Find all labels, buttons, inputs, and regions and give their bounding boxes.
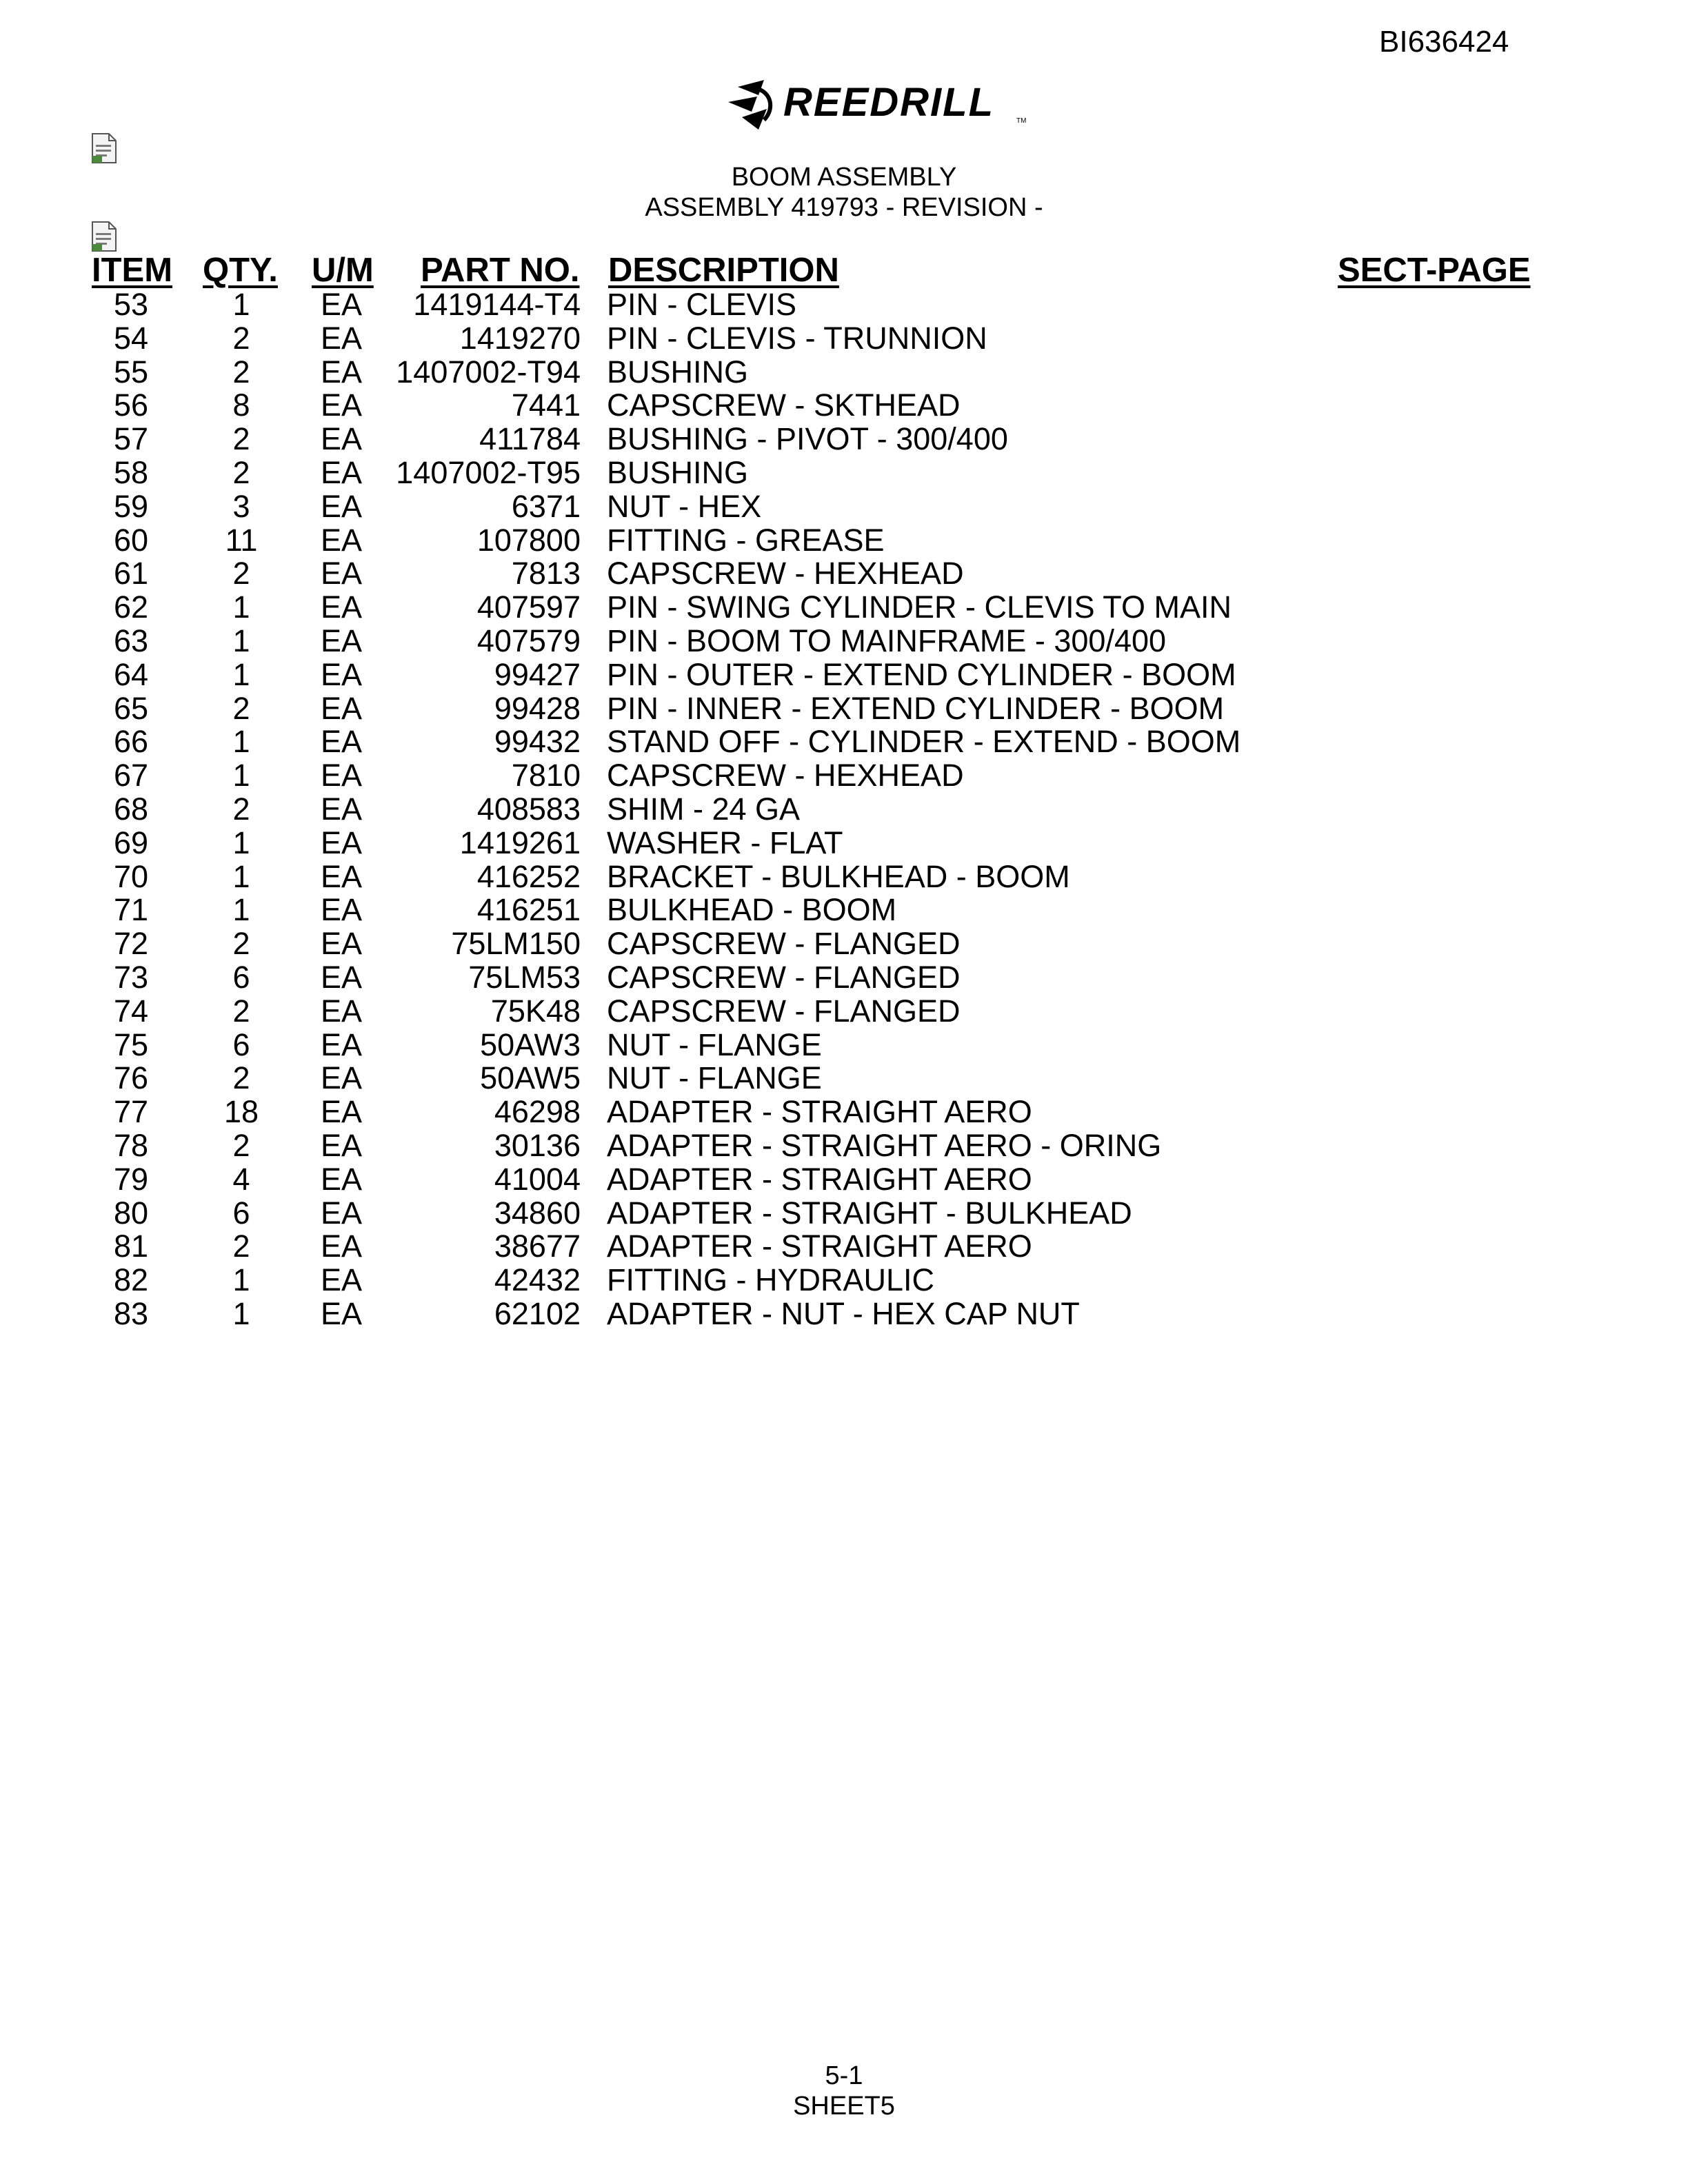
part-number-cell: 7810 [511, 758, 581, 793]
description-cell: NUT - HEX [607, 488, 762, 524]
part-number-cell: 416251 [476, 892, 581, 928]
item-cell: 65 [113, 690, 149, 726]
qty-cell: 1 [232, 858, 250, 894]
part-number-cell: 42432 [494, 1262, 581, 1298]
part-number-cell: 411784 [479, 421, 581, 457]
table-row [0, 793, 1688, 827]
um-cell: EA [320, 387, 363, 423]
item-cell: 81 [113, 1228, 149, 1264]
table-row [0, 1264, 1688, 1297]
table-row [0, 692, 1688, 726]
description-cell: CAPSCREW - FLANGED [607, 926, 961, 962]
item-cell: 67 [113, 758, 149, 793]
table-row [0, 1230, 1688, 1264]
part-number-cell: 1419144-T4 [413, 287, 581, 322]
table-row [0, 893, 1688, 927]
item-cell: 78 [113, 1127, 149, 1163]
table-row [0, 490, 1688, 524]
description-cell: FITTING - HYDRAULIC [607, 1262, 935, 1298]
part-number-cell: 99427 [494, 656, 581, 692]
qty-cell: 2 [232, 320, 250, 356]
um-cell: EA [320, 993, 363, 1029]
table-row [0, 591, 1688, 625]
table-row [0, 524, 1688, 558]
um-cell: EA [320, 1262, 363, 1298]
item-cell: 80 [113, 1195, 149, 1231]
qty-cell: 1 [232, 758, 250, 793]
um-cell: EA [320, 858, 363, 894]
qty-cell: 8 [232, 387, 250, 423]
column-header-sect-page: SECT-PAGE [1338, 252, 1531, 289]
qty-cell: 1 [232, 1295, 250, 1331]
table-row [0, 322, 1688, 356]
assembly-title: BOOM ASSEMBLY [731, 163, 957, 192]
qty-cell: 1 [232, 287, 250, 322]
qty-cell: 2 [232, 454, 250, 490]
table-row [0, 625, 1688, 658]
item-cell: 71 [113, 892, 149, 928]
table-row [0, 423, 1688, 456]
part-number-cell: 34860 [494, 1195, 581, 1231]
item-cell: 57 [113, 421, 149, 457]
table-row [0, 860, 1688, 894]
part-number-cell: 408583 [476, 791, 581, 827]
item-cell: 54 [113, 320, 149, 356]
qty-cell: 1 [232, 724, 250, 760]
um-cell: EA [320, 724, 363, 760]
table-row [0, 456, 1688, 490]
reedrill-logo [724, 74, 1027, 136]
svg-text:TM: TM [1016, 117, 1027, 125]
part-number-cell: 62102 [494, 1295, 581, 1331]
item-cell: 64 [113, 656, 149, 692]
description-cell: CAPSCREW - FLANGED [607, 993, 961, 1029]
document-icon [91, 221, 117, 252]
item-cell: 62 [113, 589, 149, 625]
um-cell: EA [320, 287, 363, 322]
um-cell: EA [320, 1094, 363, 1130]
um-cell: EA [320, 556, 363, 592]
item-cell: 59 [113, 488, 149, 524]
qty-cell: 2 [232, 791, 250, 827]
description-cell: BULKHEAD - BOOM [607, 892, 897, 928]
description-cell: ADAPTER - STRAIGHT AERO [607, 1228, 1032, 1264]
description-cell: PIN - CLEVIS - TRUNNION [607, 320, 987, 356]
item-cell: 53 [113, 287, 149, 322]
qty-cell: 11 [225, 522, 258, 558]
part-number-cell: 75LM150 [451, 926, 581, 962]
um-cell: EA [320, 320, 363, 356]
um-cell: EA [320, 1195, 363, 1231]
part-number-cell: 75LM53 [468, 959, 581, 995]
um-cell: EA [320, 1295, 363, 1331]
item-cell: 63 [113, 623, 149, 658]
description-cell: CAPSCREW - FLANGED [607, 959, 961, 995]
um-cell: EA [320, 758, 363, 793]
description-cell: FITTING - GREASE [607, 522, 885, 558]
description-cell: ADAPTER - NUT - HEX CAP NUT [607, 1295, 1080, 1331]
item-cell: 60 [113, 522, 149, 558]
logo-mark [728, 80, 770, 130]
part-number-cell: 1407002-T94 [396, 354, 581, 390]
um-cell: EA [320, 1060, 363, 1096]
item-cell: 82 [113, 1262, 149, 1298]
description-cell: ADAPTER - STRAIGHT AERO - ORING [607, 1127, 1162, 1163]
table-row [0, 1062, 1688, 1095]
description-cell: PIN - OUTER - EXTEND CYLINDER - BOOM [607, 656, 1236, 692]
item-cell: 83 [113, 1295, 149, 1331]
description-cell: ADAPTER - STRAIGHT - BULKHEAD [607, 1195, 1132, 1231]
part-number-cell: 50AW3 [480, 1027, 581, 1062]
table-row [0, 1163, 1688, 1197]
table-row [0, 1095, 1688, 1129]
assembly-subtitle: ASSEMBLY 419793 - REVISION - [645, 193, 1043, 222]
table-row [0, 1297, 1688, 1331]
description-cell: ADAPTER - STRAIGHT AERO [607, 1094, 1032, 1130]
table-row [0, 827, 1688, 860]
item-cell: 79 [113, 1161, 149, 1197]
um-cell: EA [320, 522, 363, 558]
item-cell: 77 [113, 1094, 149, 1130]
item-cell: 61 [113, 556, 149, 592]
qty-cell: 6 [232, 1195, 250, 1231]
qty-cell: 1 [232, 1262, 250, 1298]
part-number-cell: 38677 [494, 1228, 581, 1264]
um-cell: EA [320, 488, 363, 524]
qty-cell: 1 [232, 656, 250, 692]
item-cell: 55 [113, 354, 149, 390]
qty-cell: 6 [232, 959, 250, 995]
parts-table [0, 288, 1688, 1331]
um-cell: EA [320, 1127, 363, 1163]
column-header-qty: QTY. [203, 252, 278, 289]
qty-cell: 2 [232, 556, 250, 592]
qty-cell: 2 [232, 354, 250, 390]
part-number-cell: 1407002-T95 [396, 454, 581, 490]
um-cell: EA [320, 1228, 363, 1264]
table-row [0, 356, 1688, 390]
um-cell: EA [320, 454, 363, 490]
um-cell: EA [320, 623, 363, 658]
description-cell: STAND OFF - CYLINDER - EXTEND - BOOM [607, 724, 1241, 760]
column-header-item: ITEM [92, 252, 173, 289]
table-row [0, 927, 1688, 961]
part-number-cell: 46298 [494, 1094, 581, 1130]
description-cell: BUSHING - PIVOT - 300/400 [607, 421, 1008, 457]
description-cell: BUSHING [607, 454, 749, 490]
table-row [0, 288, 1688, 322]
part-number-cell: 99428 [494, 690, 581, 726]
item-cell: 56 [113, 387, 149, 423]
column-header-description: DESCRIPTION [608, 252, 839, 289]
table-row [0, 557, 1688, 591]
table-row [0, 961, 1688, 995]
table-row [0, 1197, 1688, 1231]
item-cell: 69 [113, 825, 149, 860]
table-row [0, 389, 1688, 423]
qty-cell: 1 [232, 892, 250, 928]
um-cell: EA [320, 421, 363, 457]
logo-wordmark: REEDRILL [783, 80, 994, 125]
item-cell: 73 [113, 959, 149, 995]
part-number-cell: 6371 [511, 488, 581, 524]
part-number-cell: 7441 [511, 387, 581, 423]
part-number-cell: 41004 [494, 1161, 581, 1197]
description-cell: PIN - INNER - EXTEND CYLINDER - BOOM [607, 690, 1225, 726]
item-cell: 74 [113, 993, 149, 1029]
qty-cell: 6 [232, 1027, 250, 1062]
item-cell: 70 [113, 858, 149, 894]
qty-cell: 1 [232, 623, 250, 658]
qty-cell: 2 [232, 690, 250, 726]
part-number-cell: 1419270 [459, 320, 581, 356]
document-id: BI636424 [1379, 25, 1509, 59]
table-row [0, 725, 1688, 759]
qty-cell: 18 [223, 1094, 259, 1130]
table-row [0, 658, 1688, 692]
um-cell: EA [320, 791, 363, 827]
um-cell: EA [320, 1027, 363, 1062]
description-cell: CAPSCREW - HEXHEAD [607, 758, 964, 793]
part-number-cell: 1419261 [459, 825, 581, 860]
um-cell: EA [320, 926, 363, 962]
part-number-cell: 50AW5 [480, 1060, 581, 1096]
part-number-cell: 407579 [476, 623, 581, 658]
qty-cell: 2 [232, 993, 250, 1029]
column-header-um: U/M [312, 252, 374, 289]
sheet-label: SHEET5 [793, 2092, 895, 2121]
table-row [0, 995, 1688, 1029]
um-cell: EA [320, 589, 363, 625]
um-cell: EA [320, 959, 363, 995]
description-cell: PIN - SWING CYLINDER - CLEVIS TO MAIN [607, 589, 1232, 625]
table-row [0, 1029, 1688, 1062]
part-number-cell: 416252 [476, 858, 581, 894]
part-number-cell: 30136 [494, 1127, 581, 1163]
column-header-part-no: PART NO. [421, 252, 580, 289]
description-cell: CAPSCREW - HEXHEAD [607, 556, 964, 592]
description-cell: CAPSCREW - SKTHEAD [607, 387, 961, 423]
description-cell: BUSHING [607, 354, 749, 390]
um-cell: EA [320, 690, 363, 726]
qty-cell: 3 [232, 488, 250, 524]
item-cell: 66 [113, 724, 149, 760]
um-cell: EA [320, 1161, 363, 1197]
qty-cell: 1 [232, 825, 250, 860]
item-cell: 68 [113, 791, 149, 827]
table-row [0, 759, 1688, 793]
qty-cell: 2 [232, 1127, 250, 1163]
document-icon [91, 132, 117, 164]
description-cell: SHIM - 24 GA [607, 791, 801, 827]
item-cell: 72 [113, 926, 149, 962]
description-cell: NUT - FLANGE [607, 1027, 822, 1062]
description-cell: WASHER - FLAT [607, 825, 843, 860]
qty-cell: 4 [232, 1161, 250, 1197]
item-cell: 58 [113, 454, 149, 490]
table-row [0, 1129, 1688, 1163]
part-number-cell: 7813 [511, 556, 581, 592]
description-cell: PIN - BOOM TO MAINFRAME - 300/400 [607, 623, 1167, 658]
item-cell: 75 [113, 1027, 149, 1062]
page-number: 5-1 [825, 2061, 863, 2090]
um-cell: EA [320, 656, 363, 692]
um-cell: EA [320, 354, 363, 390]
um-cell: EA [320, 825, 363, 860]
description-cell: BRACKET - BULKHEAD - BOOM [607, 858, 1070, 894]
part-number-cell: 75K48 [490, 993, 581, 1029]
item-cell: 76 [113, 1060, 149, 1096]
qty-cell: 1 [232, 589, 250, 625]
part-number-cell: 407597 [476, 589, 581, 625]
qty-cell: 2 [232, 926, 250, 962]
um-cell: EA [320, 892, 363, 928]
description-cell: PIN - CLEVIS [607, 287, 797, 322]
qty-cell: 2 [232, 1228, 250, 1264]
part-number-cell: 107800 [476, 522, 581, 558]
description-cell: NUT - FLANGE [607, 1060, 822, 1096]
description-cell: ADAPTER - STRAIGHT AERO [607, 1161, 1032, 1197]
part-number-cell: 99432 [494, 724, 581, 760]
qty-cell: 2 [232, 1060, 250, 1096]
qty-cell: 2 [232, 421, 250, 457]
